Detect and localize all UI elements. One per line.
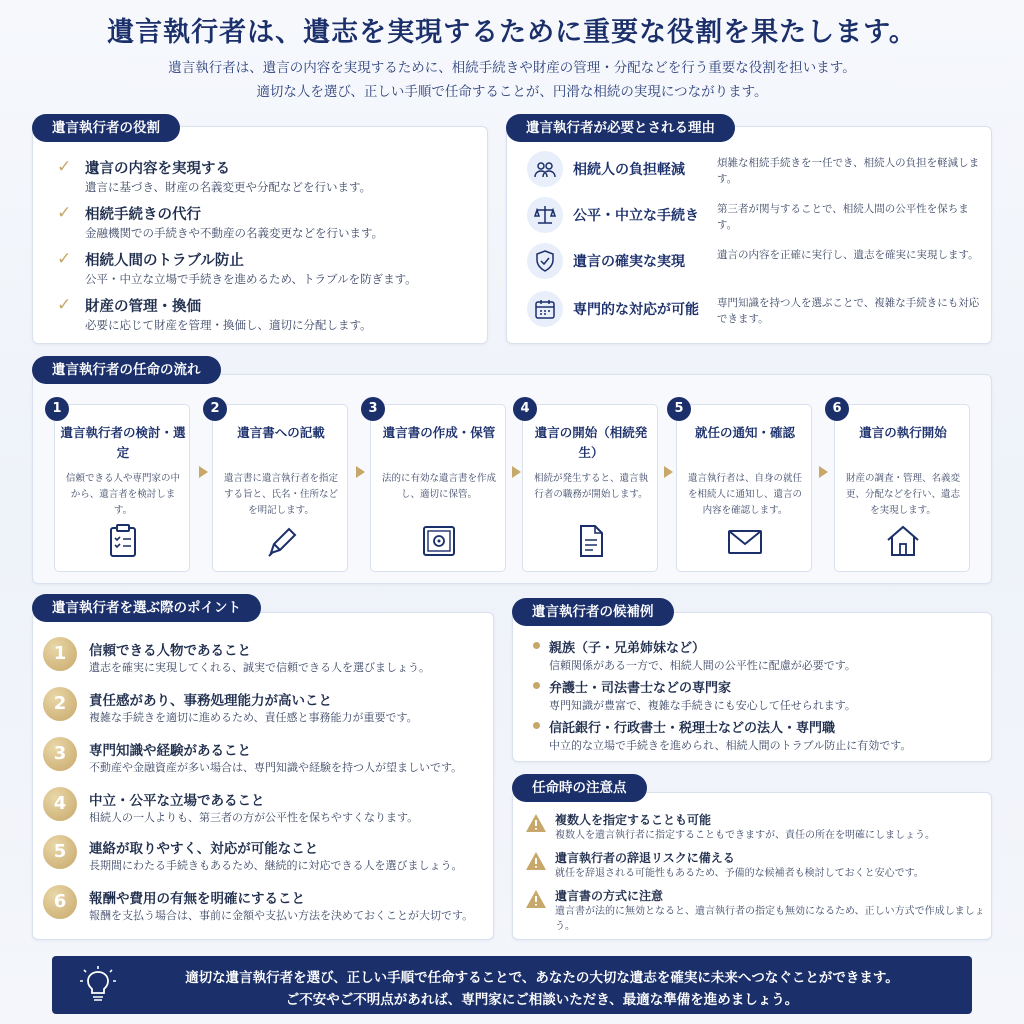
point-number: 1 [43,637,77,671]
intro-line-2: 適切な人を選び、正しい手順で任命することが、円滑な相続の実現につながります。 [256,84,768,100]
warning-icon [525,851,547,875]
clipboard-icon [105,523,141,563]
step-number: 5 [667,397,691,421]
flow-step [832,401,970,572]
role-item-desc: 公平・中立な立場で手続きを進めるため、トラブルを防ぎます。 [85,272,417,286]
step-title: 遺言書の作成・保管 [382,425,496,440]
point-number: 4 [43,787,77,821]
caution-desc: 遺言書が法的に無効となると、遺言執行者の指定も無効になるため、正しい方式で作成しましょう。 [555,906,985,932]
step-title: 遺言書への記載 [237,425,325,440]
candidate-desc: 信頼関係がある一方で、相続人間の公平性に配慮が必要です。 [549,659,856,672]
check-icon: ✓ [57,157,72,177]
reason-title: 専門的な対応が可能 [573,302,699,318]
reason-title: 公平・中立な手続き [573,208,699,224]
role-item-title: 相続手続きの代行 [85,207,201,223]
pen-icon [263,523,299,563]
point-number: 2 [43,687,77,721]
caution-title: 遺言執行者の辞退リスクに備える [555,851,735,865]
role-card [32,126,488,344]
reason-title: 相続人の負担軽減 [573,162,685,178]
reason-desc: 煩雑な相続手続きを一任でき、相続人の負担を軽減します。 [717,157,980,185]
step-title: 遺言の開始（相続発生） [534,425,648,460]
candidates-card [512,612,992,762]
role-item-desc: 金融機関での手続きや不動産の名義変更などを行います。 [85,226,384,240]
flow-step [520,401,658,572]
point-title: 専門知識や経験があること [89,743,251,759]
candidate-title: 弁護士・司法書士などの専門家 [549,681,732,696]
warning-icon [525,889,547,913]
point-item [43,737,513,781]
step-desc: 相続が発生すると、遺言執行者の職務が開始します。 [533,473,648,500]
flow-step [52,401,190,572]
point-item [43,687,513,731]
cautions-heading: 任命時の注意点 [512,774,647,802]
step-desc: 遺言書に遺言執行者を指定する旨と、氏名・住所などを明記します。 [223,473,338,516]
footer-banner [52,956,972,1014]
flow-arrow [356,466,365,478]
scales-icon [527,197,563,233]
point-desc: 報酬を支払う場合は、事前に金額や支払い方法を決めておくことが大切です。 [89,909,474,922]
point-item [43,787,513,831]
step-desc: 信頼できる人や専門家の中から、遺言者を検討します。 [65,473,180,516]
intro-line-1: 遺言執行者は、遺言の内容を実現するために、相続手続きや財産の管理・分配などを行う重要な役割を担います。 [168,60,856,76]
point-title: 責任感があり、事務処理能力が高いこと [89,693,332,709]
page-title: 遺言執行者は、遺志を実現するために重要な役割を果たします。 [107,17,917,48]
role-item-desc: 必要に応じて財産を管理・換価し、適切に分配します。 [85,318,372,332]
people-icon [527,151,563,187]
flow-arrow [819,466,828,478]
mail-icon [727,523,763,563]
step-number: 1 [45,397,69,421]
caution-desc: 複数人を遺言執行者に指定することもできますが、責任の所在を明確にしましょう。 [555,830,935,841]
step-number: 2 [203,397,227,421]
reason-item [527,243,987,283]
bullet-dot [533,642,540,649]
step-title: 遺言執行者の検討・選定 [60,425,186,460]
flow-arrow [512,466,521,478]
point-desc: 長期間にわたる手続きもあるため、継続的に対応できる人を選びましょう。 [89,859,463,872]
step-number: 3 [361,397,385,421]
caution-desc: 就任を辞退される可能性もあるため、予備的な候補者も検討しておくと安心です。 [555,868,924,879]
role-item-desc: 遺言に基づき、財産の名義変更や分配などを行います。 [85,180,372,194]
points-card [32,612,494,940]
check-icon: ✓ [57,249,72,269]
step-number: 4 [513,397,537,421]
calendar-icon [527,291,563,327]
point-item [43,835,513,879]
candidate-desc: 中立的な立場で手続きを進められ、相続人間のトラブル防止に有効です。 [549,739,912,752]
flow-heading: 遺言執行者の任命の流れ [32,356,221,384]
point-title: 信頼できる人物であること [89,643,251,659]
check-icon: ✓ [57,203,72,223]
document-icon [573,523,609,563]
point-desc: 相続人の一人よりも、第三者の方が公平性を保ちやすくなります。 [89,811,419,824]
point-title: 報酬や費用の有無を明確にすること [89,891,305,907]
reason-desc: 専門知識を持つ人を選ぶことで、複雑な手続きにも対応できます。 [717,297,980,325]
point-number: 6 [43,885,77,919]
point-number: 5 [43,835,77,869]
candidate-title: 親族（子・兄弟姉妹など） [549,641,706,656]
reasons-heading: 遺言執行者が必要とされる理由 [506,114,735,142]
points-heading: 遺言執行者を選ぶ際のポイント [32,594,261,622]
step-number: 6 [825,397,849,421]
role-item-title: 遺言の内容を実現する [85,161,230,177]
flow-arrow [199,466,208,478]
step-desc: 法的に有効な遺言書を作成し、適切に保管。 [381,473,496,500]
reasons-card [506,126,992,344]
point-desc: 複雑な手続きを適切に進めるため、責任感と事務能力が重要です。 [89,711,418,724]
point-title: 中立・公平な立場であること [89,793,265,809]
candidates-heading: 遺言執行者の候補例 [512,598,674,626]
point-desc: 遺志を確実に実現してくれる、誠実で信頼できる人を選びましょう。 [89,661,430,674]
reason-item [527,197,987,237]
cautions-card [512,792,992,940]
flow-arrow [664,466,673,478]
caution-title: 複数人を指定することも可能 [555,813,712,827]
check-icon: ✓ [57,295,72,315]
point-title: 連絡が取りやすく、対応が可能なこと [89,841,319,857]
reason-title: 遺言の確実な実現 [573,254,685,270]
reason-desc: 遺言の内容を正確に実行し、遺志を確実に実現します。 [717,249,979,261]
lightbulb-icon [80,966,116,1008]
flow-step [210,401,348,572]
shield-icon [527,243,563,279]
point-desc: 不動産や金融資産が多い場合は、専門知識や経験を持つ人が望ましいです。 [89,761,463,774]
house-icon [885,523,921,563]
warning-icon [525,813,547,837]
step-title: 遺言の執行開始 [859,425,947,440]
step-desc: 財産の調査・管理、名義変更、分配などを行い、遺志を実現します。 [845,473,960,516]
flow-step [368,401,506,572]
point-item [43,885,513,929]
point-number: 3 [43,737,77,771]
reason-desc: 第三者が関与することで、相続人間の公平性を保ちます。 [717,203,969,231]
role-item-title: 財産の管理・換価 [85,299,201,315]
safe-icon [421,523,457,563]
candidate-title: 信託銀行・行政書士・税理士などの法人・専門職 [549,721,836,736]
step-desc: 遺言執行者は、自身の就任を相続人に通知し、遺言の内容を確認します。 [687,473,802,516]
role-heading: 遺言執行者の役割 [32,114,180,142]
step-title: 就任の通知・確認 [694,425,795,440]
bullet-dot [533,682,540,689]
role-item-title: 相続人間のトラブル防止 [85,253,244,269]
caution-title: 遺言書の方式に注意 [555,889,664,903]
footer-line-2: ご不安やご不明点があれば、専門家にご相談いただき、最適な準備を進めましょう。 [285,992,799,1008]
point-item [43,637,513,681]
reason-item [527,291,987,331]
footer-line-1: 適切な遺言執行者を選び、正しい手順で任命することで、あなたの大切な遺志を確実に未来へつなぐことができます。 [185,970,899,986]
candidate-desc: 専門知識が豊富で、複雑な手続きにも安心して任せられます。 [549,699,856,712]
reason-item [527,151,987,191]
bullet-dot [533,722,540,729]
flow-step [674,401,812,572]
